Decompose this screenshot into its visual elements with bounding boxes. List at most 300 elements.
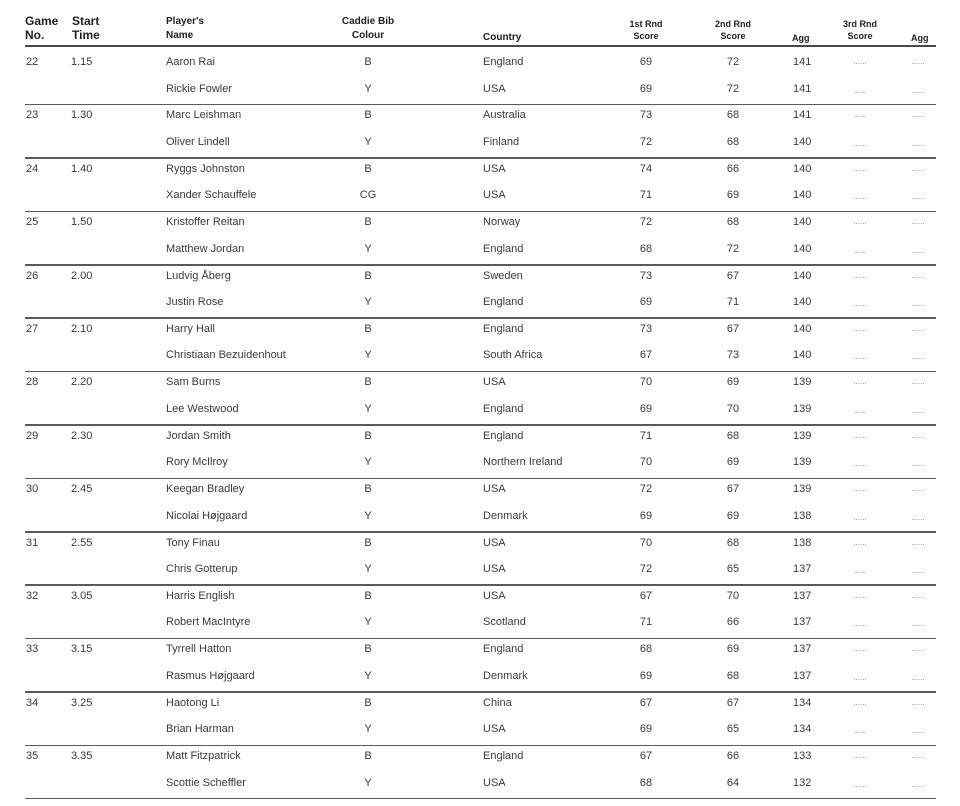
round3-score-placeholder: ...... [853,245,867,255]
round1-score: 69 [639,509,653,522]
game-group [0,639,960,692]
country: England [483,402,524,415]
round1-score: 69 [639,402,653,415]
table-row [0,79,960,99]
aggregate: 137 [793,616,812,629]
game-group [0,372,960,425]
round1-score: 69 [639,723,653,736]
aggregate: 139 [793,429,812,442]
table-row [0,185,960,205]
round2-score: 68 [726,216,740,229]
header-time-line2: Time [72,28,100,42]
aggregate-2-placeholder: ...... [911,779,925,789]
game-number: 32 [26,589,39,602]
caddie-bib-colour: B [364,376,372,389]
game-number: 23 [26,109,39,122]
round1-score: 67 [639,696,653,709]
aggregate-2-placeholder: ...... [911,697,925,707]
player-name: Marc Leishman [166,109,242,122]
start-time: 2.55 [71,536,93,549]
round3-score-placeholder: ...... [853,270,867,280]
round3-score-placeholder: ...... [853,192,867,202]
aggregate-2-placeholder: ...... [911,644,925,654]
table-row [0,319,960,339]
game-number: 28 [26,376,39,389]
round2-score: 69 [726,189,740,202]
aggregate-2-placeholder: ...... [911,57,925,66]
aggregate: 140 [793,135,812,148]
round3-score-placeholder: ...... [853,110,867,120]
country: USA [483,162,506,175]
country: USA [483,189,506,202]
game-group [0,159,960,212]
round2-score: 73 [726,349,740,362]
caddie-bib-colour: Y [364,563,372,576]
aggregate: 140 [793,349,812,362]
round2-score: 67 [726,696,740,709]
game-number: 22 [26,56,39,68]
round2-score: 69 [726,509,740,522]
player-name: Matt Fitzpatrick [166,750,241,763]
player-name: Rory McIlroy [166,456,228,469]
caddie-bib-colour: B [364,56,372,68]
header-r3-line2: Score [847,31,873,41]
table-row [0,105,960,125]
aggregate-2-placeholder: ...... [911,192,925,202]
table-row [0,399,960,419]
round3-score-placeholder: ...... [853,85,867,95]
country: England [483,429,524,442]
caddie-bib-colour: Y [364,669,372,682]
player-name: Kristoffer Reitan [166,216,245,229]
country: England [483,296,524,309]
aggregate: 139 [793,376,812,389]
aggregate: 138 [793,509,812,522]
header-round2 [698,18,768,42]
round2-score: 72 [726,82,740,95]
aggregate-2-placeholder: ...... [911,323,925,333]
table-row [0,666,960,686]
round2-score: 70 [726,589,740,602]
round3-score-placeholder: ...... [853,484,867,494]
table-row [0,52,960,72]
round2-score: 71 [726,296,740,309]
aggregate: 140 [793,242,812,255]
caddie-bib-colour: B [364,216,372,229]
round1-score: 72 [639,216,653,229]
table-row [0,266,960,286]
game-number: 35 [26,750,39,763]
round2-score: 68 [726,135,740,148]
player-name: Haotong Li [166,696,220,709]
header-caddie-bib [318,15,418,43]
table-row [0,773,960,793]
round3-score-placeholder: ...... [853,644,867,654]
aggregate: 138 [793,536,812,549]
game-group [0,479,960,532]
start-time: 1.50 [71,216,93,229]
caddie-bib-colour: Y [364,296,372,309]
start-time: 2.20 [71,376,93,389]
aggregate: 140 [793,162,812,175]
country: Denmark [483,509,528,522]
aggregate: 139 [793,456,812,469]
player-name: Nicolai Højgaard [166,509,248,522]
aggregate: 137 [793,563,812,576]
round1-score: 69 [639,669,653,682]
table-header [0,12,960,46]
caddie-bib-colour: Y [364,509,372,522]
aggregate: 140 [793,189,812,202]
group-divider [25,798,936,800]
aggregate-2-placeholder: ...... [911,726,925,736]
round2-score: 69 [726,376,740,389]
aggregate: 141 [793,82,812,95]
player-name: Jordan Smith [166,429,231,442]
header-bib-line1: Caddie Bib [341,16,395,27]
aggregate: 140 [793,322,812,335]
round1-score: 68 [639,242,653,255]
pairings-table [0,52,960,799]
caddie-bib-colour: B [364,269,372,282]
round3-score-placeholder: ...... [853,726,867,736]
round1-score: 73 [639,109,653,122]
round2-score: 64 [726,776,740,789]
country: Denmark [483,669,528,682]
aggregate: 134 [793,723,812,736]
header-r2-line2: Score [720,31,746,41]
country: USA [483,536,506,549]
aggregate-2-placeholder: ...... [911,537,925,547]
player-name: Rickie Fowler [166,82,233,95]
round3-score-placeholder: ...... [853,352,867,362]
caddie-bib-colour: B [364,643,372,656]
round3-score-placeholder: ...... [853,430,867,440]
round1-score: 73 [639,322,653,335]
round1-score: 68 [639,776,653,789]
caddie-bib-colour: Y [364,82,372,95]
country: Sweden [483,269,523,282]
country: USA [483,776,506,789]
start-time: 3.25 [71,696,93,709]
aggregate-2-placeholder: ...... [911,270,925,280]
round3-score-placeholder: ...... [853,590,867,600]
caddie-bib-colour: Y [364,242,372,255]
player-name: Justin Rose [166,296,224,309]
table-row [0,159,960,179]
country: England [483,750,524,763]
round1-score: 71 [639,189,653,202]
aggregate-2-placeholder: ...... [911,512,925,522]
country: USA [483,82,506,95]
country: USA [483,376,506,389]
header-r3-line1: 3rd Rnd [842,19,877,29]
start-time: 3.15 [71,643,93,656]
caddie-bib-colour: CG [359,189,377,202]
aggregate: 140 [793,216,812,229]
header-divider [25,45,936,47]
aggregate: 141 [793,109,812,122]
round1-score: 71 [639,429,653,442]
round2-score: 70 [726,402,740,415]
game-group [0,746,960,799]
header-start-time [72,14,100,42]
table-row [0,132,960,152]
player-name: Brian Harman [166,723,234,736]
player-name: Harry Hall [166,322,215,335]
start-time: 1.40 [71,162,93,175]
round2-score: 69 [726,456,740,469]
header-time-line1: Start [72,14,100,28]
aggregate: 137 [793,643,812,656]
game-group [0,52,960,105]
player-name: Matthew Jordan [166,242,245,255]
header-game [25,14,58,42]
round2-score: 67 [726,483,740,496]
aggregate-2-placeholder: ...... [911,405,925,415]
table-row [0,426,960,446]
game-group [0,105,960,158]
start-time: 3.35 [71,750,93,763]
player-name: Oliver Lindell [166,135,230,148]
round1-score: 70 [639,376,653,389]
game-group [0,426,960,479]
header-bib-line2: Colour [351,30,385,41]
aggregate-2-placeholder: ...... [911,138,925,148]
table-row [0,506,960,526]
country: USA [483,589,506,602]
aggregate: 132 [793,776,812,789]
table-row [0,533,960,553]
table-row [0,345,960,365]
round2-score: 67 [726,322,740,335]
game-number: 33 [26,643,39,656]
player-name: Rasmus Højgaard [166,669,255,682]
round2-score: 68 [726,669,740,682]
aggregate-2-placeholder: ...... [911,590,925,600]
table-row [0,292,960,312]
table-row [0,452,960,472]
round1-score: 70 [639,456,653,469]
round2-score: 68 [726,536,740,549]
country: England [483,242,524,255]
round3-score-placeholder: ...... [853,537,867,547]
round2-score: 66 [726,750,740,763]
game-group [0,319,960,372]
aggregate-2-placeholder: ...... [911,377,925,387]
caddie-bib-colour: B [364,750,372,763]
player-name: Christiaan Bezuidenhout [166,349,286,362]
aggregate: 140 [793,296,812,309]
country: Norway [483,216,521,229]
aggregate-2-placeholder: ...... [911,459,925,469]
player-name: Robert MacIntyre [166,616,251,629]
table-row [0,559,960,579]
caddie-bib-colour: Y [364,616,372,629]
header-r1-line2: Score [633,31,659,41]
caddie-bib-colour: Y [364,349,372,362]
caddie-bib-colour: B [364,589,372,602]
table-row [0,693,960,713]
country: Scotland [483,616,526,629]
round3-score-placeholder: ...... [853,57,867,66]
game-number: 29 [26,429,39,442]
round3-score-placeholder: ...... [853,217,867,227]
header-agg: Agg [792,33,810,43]
country: Finland [483,135,520,148]
country: USA [483,723,506,736]
game-group [0,586,960,639]
player-name: Harris English [166,589,235,602]
aggregate-2-placeholder: ...... [911,430,925,440]
start-time: 2.30 [71,429,93,442]
round3-score-placeholder: ...... [853,566,867,576]
round2-score: 68 [726,109,740,122]
aggregate-2-placeholder: ...... [911,566,925,576]
round1-score: 69 [639,56,653,68]
table-row [0,212,960,232]
caddie-bib-colour: Y [364,402,372,415]
round2-score: 68 [726,429,740,442]
table-row [0,746,960,766]
table-row [0,719,960,739]
game-number: 26 [26,269,39,282]
start-time: 2.00 [71,269,93,282]
header-round1 [611,18,681,42]
header-game-line2: No. [25,28,45,42]
caddie-bib-colour: Y [364,135,372,148]
aggregate-2-placeholder: ...... [911,163,925,173]
header-name-line2: Name [166,30,194,41]
caddie-bib-colour: B [364,109,372,122]
table-row [0,639,960,659]
start-time: 2.45 [71,483,93,496]
round3-score-placeholder: ...... [853,619,867,629]
game-group [0,212,960,265]
table-row [0,586,960,606]
caddie-bib-colour: B [364,162,372,175]
table-row [0,239,960,259]
round3-score-placeholder: ...... [853,405,867,415]
round1-score: 69 [639,296,653,309]
country: Northern Ireland [483,456,563,469]
player-name: Sam Burns [166,376,221,389]
aggregate: 133 [793,750,812,763]
game-number: 31 [26,536,39,549]
round3-score-placeholder: ...... [853,138,867,148]
round3-score-placeholder: ...... [853,672,867,682]
table-row [0,479,960,499]
player-name: Tyrrell Hatton [166,643,232,656]
game-number: 25 [26,216,39,229]
caddie-bib-colour: Y [364,456,372,469]
round3-score-placeholder: ...... [853,697,867,707]
player-name: Keegan Bradley [166,483,245,496]
header-r1-line1: 1st Rnd [629,19,663,29]
game-group [0,533,960,586]
player-name: Chris Gotterup [166,563,238,576]
start-time: 2.10 [71,322,93,335]
round2-score: 72 [726,56,740,68]
round2-score: 69 [726,643,740,656]
header-game-line1: Game [25,14,59,28]
round2-score: 65 [726,723,740,736]
header-agg-2: Agg [911,33,929,43]
round2-score: 65 [726,563,740,576]
round2-score: 66 [726,616,740,629]
round3-score-placeholder: ...... [853,377,867,387]
start-time: 1.30 [71,109,93,122]
aggregate-2-placeholder: ...... [911,751,925,761]
country: USA [483,563,506,576]
game-group [0,266,960,319]
round2-score: 72 [726,242,740,255]
aggregate-2-placeholder: ...... [911,484,925,494]
round3-score-placeholder: ...... [853,459,867,469]
player-name: Tony Finau [166,536,220,549]
aggregate: 139 [793,483,812,496]
header-name-line1: Player's [166,16,204,27]
round3-score-placeholder: ...... [853,323,867,333]
caddie-bib-colour: B [364,429,372,442]
game-number: 34 [26,696,39,709]
header-round3 [825,18,895,42]
aggregate: 134 [793,696,812,709]
caddie-bib-colour: B [364,696,372,709]
country: South Africa [483,349,543,362]
caddie-bib-colour: Y [364,776,372,789]
game-group [0,693,960,746]
round3-score-placeholder: ...... [853,163,867,173]
round1-score: 69 [639,82,653,95]
player-name: Lee Westwood [166,402,239,415]
start-time: 1.15 [71,56,93,68]
player-name: Ludvig Åberg [166,269,231,282]
round3-score-placeholder: ...... [853,779,867,789]
country: Australia [483,109,526,122]
caddie-bib-colour: B [364,536,372,549]
game-number: 30 [26,483,39,496]
round1-score: 73 [639,269,653,282]
caddie-bib-colour: B [364,322,372,335]
round3-score-placeholder: ...... [853,299,867,309]
table-row [0,612,960,632]
aggregate: 137 [793,589,812,602]
aggregate-2-placeholder: ...... [911,672,925,682]
caddie-bib-colour: B [364,483,372,496]
aggregate-2-placeholder: ...... [911,352,925,362]
aggregate-2-placeholder: ...... [911,85,925,95]
header-r2-line1: 2nd Rnd [715,19,751,29]
round1-score: 74 [639,162,653,175]
round1-score: 67 [639,349,653,362]
country: China [483,696,512,709]
round2-score: 67 [726,269,740,282]
aggregate-2-placeholder: ...... [911,217,925,227]
round1-score: 72 [639,483,653,496]
table-row [0,372,960,392]
country: USA [483,483,506,496]
round2-score: 66 [726,162,740,175]
aggregate-2-placeholder: ...... [911,110,925,120]
game-number: 27 [26,322,39,335]
player-name: Ryggs Johnston [166,162,245,175]
aggregate: 140 [793,269,812,282]
round1-score: 70 [639,536,653,549]
header-player-name [166,15,204,43]
aggregate: 141 [793,56,812,68]
round1-score: 67 [639,589,653,602]
